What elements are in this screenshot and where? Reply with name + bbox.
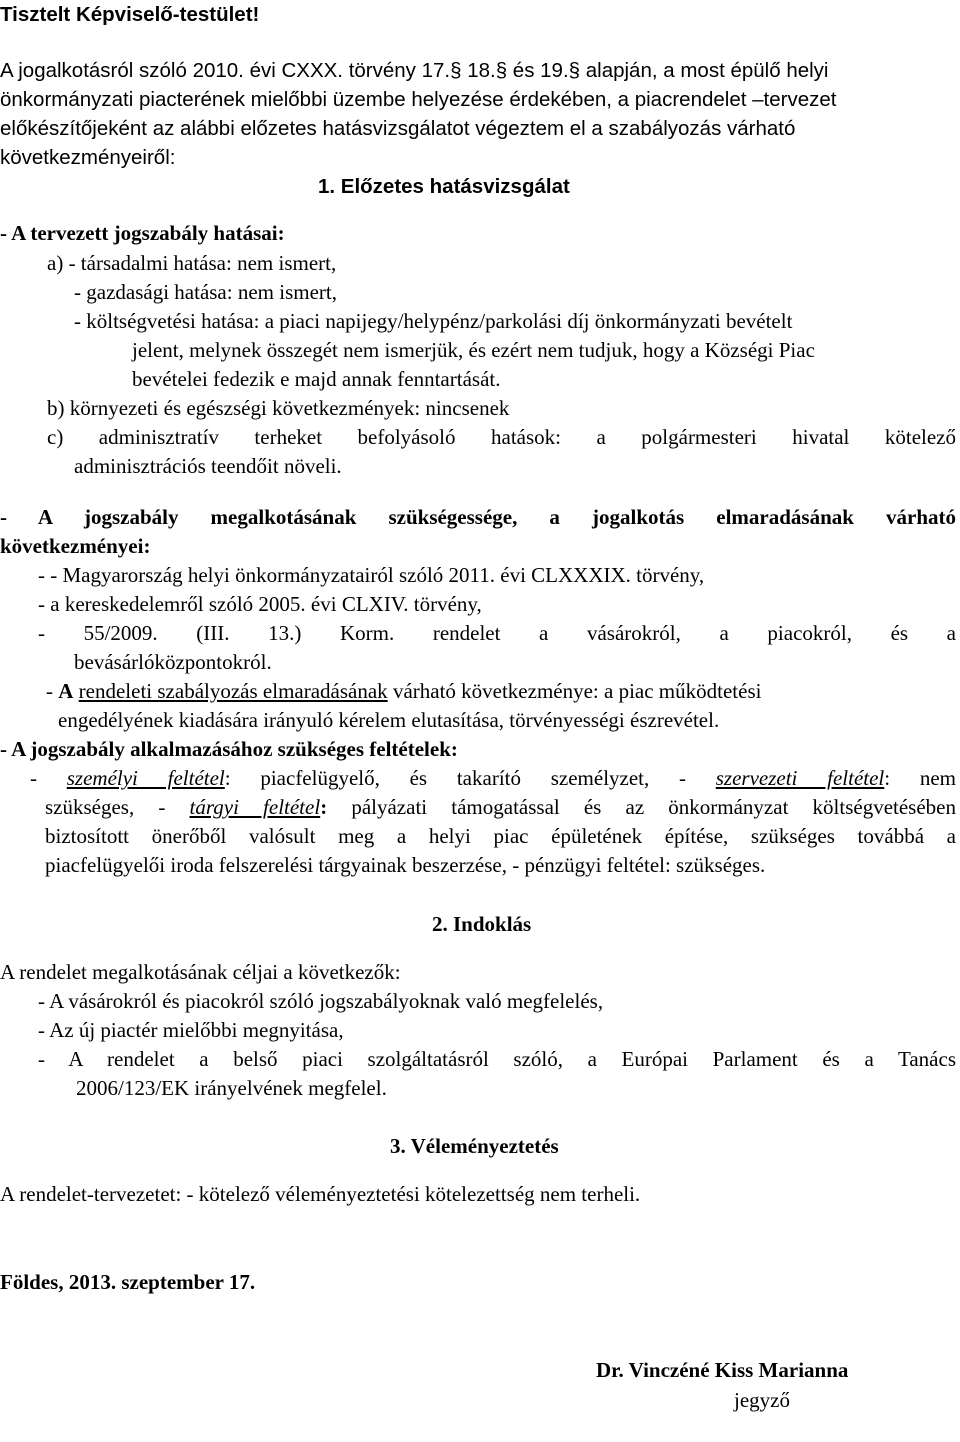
effects-heading: - A tervezett jogszabály hatásai: — [0, 221, 285, 245]
law-list-item: - a kereskedelemről szóló 2005. évi CLXIV. törvény, — [38, 592, 482, 616]
consequence-line — [46, 677, 761, 706]
goal-item: - Az új piactér mielőbbi megnyitása, — [38, 1018, 344, 1042]
consequence-underlined: rendeleti szabályozás elmaradásának — [78, 679, 388, 703]
conditions-heading: - A jogszabály alkalmazásához szükséges feltételek: — [0, 737, 458, 761]
section-3-title: 3. Véleményeztetés — [390, 1134, 559, 1158]
consequence-dash: - — [46, 679, 59, 703]
environmental-effect: b) környezeti és egészségi következmények: nincsenek — [47, 396, 510, 420]
necessity-heading: - A jogszabály megalkotásának szükségessége, a jogalkotás elmaradásának várható — [0, 505, 956, 529]
greeting: Tisztelt Képviselő-testület! — [0, 3, 260, 26]
organizational-condition: szervezeti feltétel — [715, 766, 885, 790]
budget-effect: bevételei fedezik e majd annak fenntartását. — [132, 367, 501, 391]
intro-line: előkészítőjeként az alábbi előzetes hatásvizsgálatot végeztem el a szabályozás várható — [0, 117, 796, 140]
administrative-effect: adminisztrációs teendőit növeli. — [74, 454, 342, 478]
economic-effect: - gazdasági hatása: nem ismert, — [74, 280, 337, 304]
law-list-item: bevásárlóközpontokról. — [74, 650, 272, 674]
goal-item: - A vásárokról és piacokról szóló jogszabályoknak való megfelelés, — [38, 989, 604, 1013]
law-list-item: - - Magyarország helyi önkormányzatairól szóló 2011. évi CLXXXIX. törvény, — [38, 563, 705, 587]
review-text: A rendelet-tervezetet: - kötelező véleményeztetési kötelezettség nem terheli. — [0, 1182, 641, 1206]
consequence-rest: várható következménye: a piac működtetési — [387, 679, 762, 703]
consequence-bold-a: A — [58, 679, 74, 703]
law-list-item: - 55/2009. (III. 13.) Korm. rendelet a vásárokról, a piacokról, és a — [38, 621, 956, 645]
conditions-line: szükséges, - tárgyi feltétel: pályázati támogatással és az önkormányzat költségvetésében — [45, 795, 956, 819]
administrative-effect: c) adminisztratív terheket befolyásoló hatások: a polgármesteri hivatal kötelező — [47, 425, 956, 449]
conditions-line: piacfelügyelői iroda felszerelési tárgyainak beszerzése, - pénzügyi feltétel: szükséges. — [45, 853, 766, 877]
budget-effect: jelent, melynek összegét nem ismerjük, és ezért nem tudjuk, hogy a Községi Piac — [132, 338, 815, 362]
conditions-line: biztosított önerőből valósult meg a helyi piac épületének építése, szükséges továbbá a — [45, 824, 956, 848]
goal-item: - A rendelet a belső piaci szolgáltatásról szóló, a Európai Parlament és a Tanács — [38, 1047, 956, 1071]
intro-line: következményeiről: — [0, 146, 176, 169]
material-condition: tárgyi feltétel — [189, 795, 321, 819]
intro-line: önkormányzati piacterének mielőbbi üzembe helyezése érdekében, a piacrendelet –tervezet — [0, 88, 837, 111]
section-1-title: 1. Előzetes hatásvizsgálat — [318, 175, 570, 198]
goals-lead: A rendelet megalkotásának céljai a következők: — [0, 960, 401, 984]
conditions-line: - személyi feltétel: piacfelügyelő, és takarító személyzet, - szervezeti feltétel: nem — [30, 766, 956, 790]
place-date: Földes, 2013. szeptember 17. — [0, 1270, 256, 1294]
consequence-line: engedélyének kiadására irányuló kérelem elutasítása, törvényességi észrevétel. — [58, 708, 720, 732]
intro-line: A jogalkotásról szóló 2010. évi CXXX. törvény 17.§ 18.§ és 19.§ alapján, a most épülő helyi — [0, 59, 829, 82]
personal-condition: személyi feltétel — [66, 766, 225, 790]
signatory-role: jegyző — [734, 1388, 790, 1412]
section-2-title: 2. Indoklás — [432, 912, 532, 936]
budget-effect: - költségvetési hatása: a piaci napijegy/helypénz/parkolási díj önkormányzati bevételt — [74, 309, 793, 333]
social-effect: a) - társadalmi hatása: nem ismert, — [47, 251, 337, 275]
goal-item: 2006/123/EK irányelvének megfelel. — [76, 1076, 387, 1100]
necessity-heading: következményei: — [0, 534, 151, 558]
signatory-name: Dr. Vinczéné Kiss Marianna — [596, 1358, 849, 1382]
